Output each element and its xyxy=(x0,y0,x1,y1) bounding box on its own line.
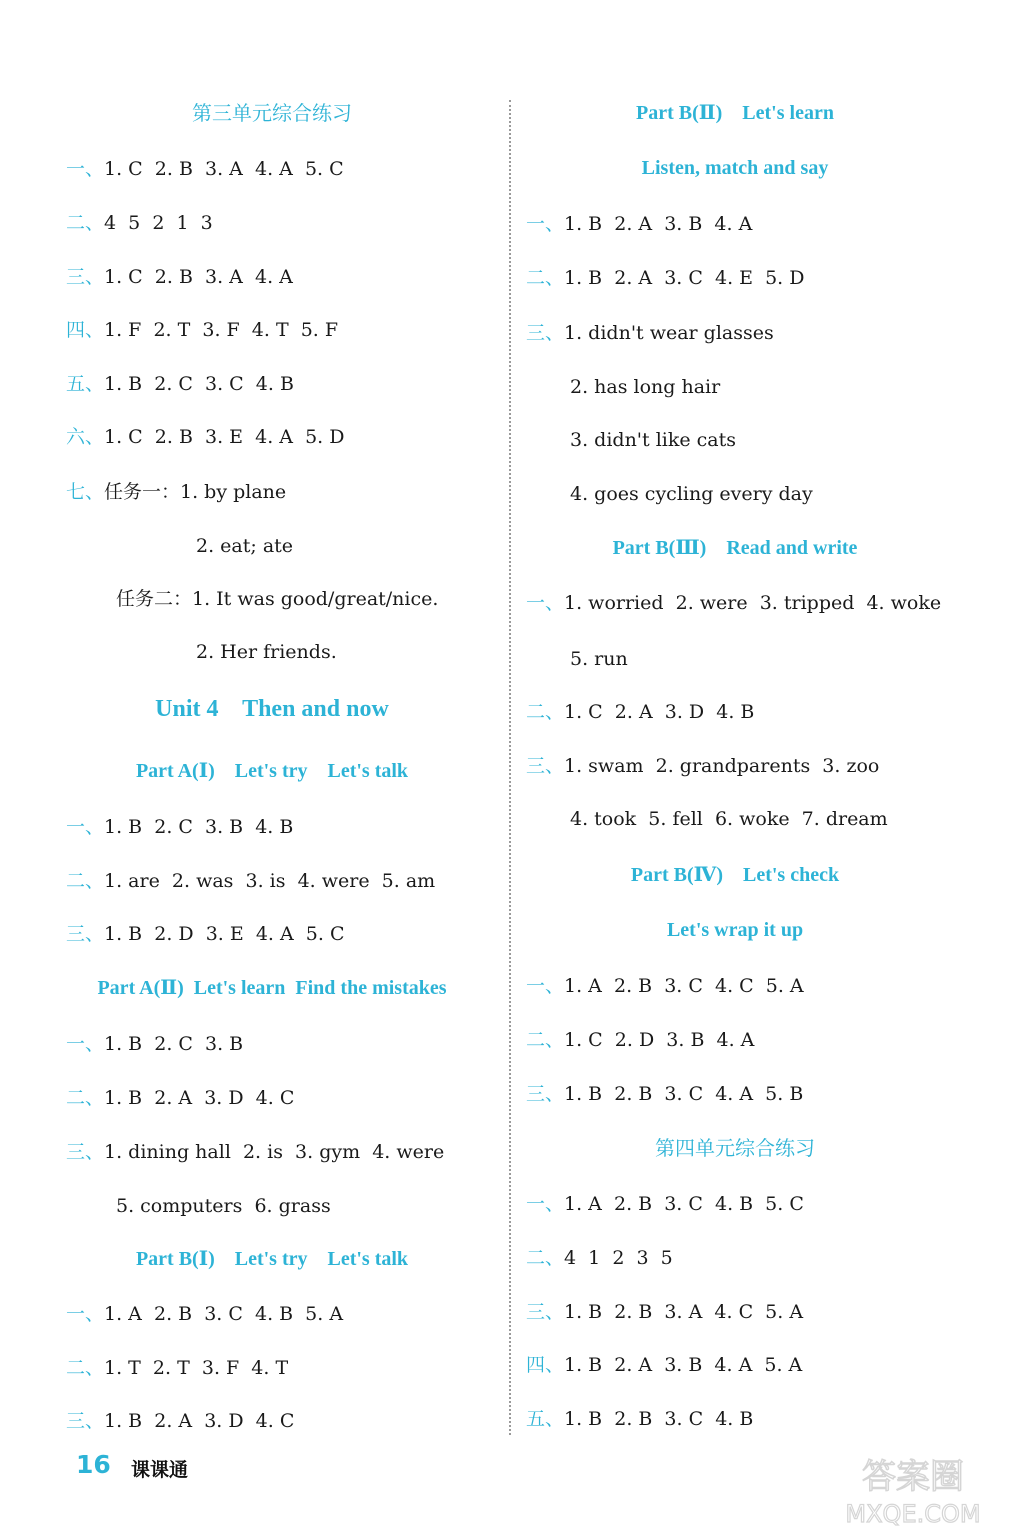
answer-line xyxy=(526,594,941,613)
brand-name: 课课通 xyxy=(131,1459,189,1481)
answer-text: 1. B 2. C 3. B 4. B xyxy=(104,816,294,838)
question-marker: 二、 xyxy=(66,212,105,234)
answer-text: 1. B 2. C 3. B xyxy=(104,1033,244,1055)
question-marker: 五、 xyxy=(66,373,105,395)
answer-line xyxy=(66,1143,444,1162)
answer-line xyxy=(526,324,774,343)
answer-text: 1. dining hall 2. is 3. gym 4. were xyxy=(104,1141,445,1163)
answer-text: 1. worried 2. were 3. tripped 4. woke xyxy=(564,592,942,614)
answer-text: 1. F 2. T 3. F 4. T 5. F xyxy=(104,319,339,341)
section-heading: Part B(Ⅰ) Let's try Let's talk xyxy=(135,1248,409,1270)
answer-line xyxy=(66,428,345,447)
answer-text: 1. are 2. was 3. is 4. were 5. am xyxy=(104,870,436,892)
answer-text: 4 1 2 3 5 xyxy=(564,1247,673,1269)
answer-line xyxy=(526,1031,754,1050)
question-marker: 一、 xyxy=(526,592,565,614)
answer-text: 1. B 2. A 3. B 4. A 5. A xyxy=(564,1354,803,1376)
question-marker: 三、 xyxy=(526,755,565,777)
answer-line xyxy=(66,925,345,944)
question-marker: 三、 xyxy=(526,322,565,344)
answer-text: 4. took 5. fell 6. woke 7. dream xyxy=(570,808,888,830)
answer-text: 1. T 2. T 3. F 4. T xyxy=(104,1357,289,1379)
answer-line xyxy=(526,1249,673,1268)
section-heading: Unit 4 Then and now xyxy=(155,696,389,722)
question-marker: 二、 xyxy=(526,267,565,289)
answer-line xyxy=(570,431,736,450)
answer-line xyxy=(66,268,293,287)
answer-line xyxy=(66,872,435,891)
question-marker: 一、 xyxy=(526,213,565,235)
answer-line xyxy=(66,1035,243,1054)
section-heading: Part A(Ⅱ) Let's learn Find the mistakes xyxy=(97,977,447,999)
answer-text: 1. B 2. A 3. D 4. C xyxy=(104,1410,295,1432)
answer-line xyxy=(196,537,293,556)
answer-line xyxy=(526,757,879,776)
answer-text: 任务二：1. It was good/great/nice. xyxy=(116,588,439,610)
watermark-line1: 答案圈 xyxy=(862,1457,964,1497)
question-marker: 一、 xyxy=(66,816,105,838)
section-heading: Part A(Ⅰ) Let's try Let's talk xyxy=(135,760,409,782)
question-marker: 三、 xyxy=(66,1141,105,1163)
answer-line xyxy=(526,269,805,288)
answer-line xyxy=(526,1356,802,1375)
answer-text: 1. B 2. B 3. C 4. B xyxy=(564,1408,754,1430)
answer-line xyxy=(66,1359,288,1378)
answer-text: 1. C 2. B 3. E 4. A 5. D xyxy=(104,426,345,448)
answer-text: 4 5 2 1 3 xyxy=(104,212,213,234)
question-marker: 三、 xyxy=(526,1083,565,1105)
question-marker: 四、 xyxy=(66,319,105,341)
answer-line xyxy=(116,590,438,609)
page-number: 16 xyxy=(76,1450,111,1479)
answer-text: 1. B 2. D 3. E 4. A 5. C xyxy=(104,923,345,945)
question-marker: 七、 xyxy=(66,481,105,503)
question-marker: 一、 xyxy=(66,1033,105,1055)
question-marker: 二、 xyxy=(66,1357,105,1379)
question-marker: 一、 xyxy=(66,1303,105,1325)
answer-text: 1. A 2. B 3. C 4. B 5. A xyxy=(104,1303,344,1325)
question-marker: 六、 xyxy=(66,426,105,448)
question-marker: 二、 xyxy=(66,1087,105,1109)
answer-text: 4. goes cycling every day xyxy=(570,483,813,505)
answer-line xyxy=(66,321,338,340)
answer-text: 2. eat; ate xyxy=(196,535,294,557)
answer-text: 1. A 2. B 3. C 4. C 5. A xyxy=(564,975,804,997)
answer-line xyxy=(66,160,344,179)
question-marker: 一、 xyxy=(66,158,105,180)
answer-text: 3. didn't like cats xyxy=(570,429,737,451)
answer-text: 1. B 2. A 3. D 4. C xyxy=(104,1087,295,1109)
question-marker: 三、 xyxy=(526,1301,565,1323)
answer-text: 1. B 2. A 3. C 4. E 5. D xyxy=(564,267,805,289)
answer-line xyxy=(66,1412,294,1431)
answer-line xyxy=(526,215,752,234)
question-marker: 二、 xyxy=(526,701,565,723)
answer-line xyxy=(526,1410,753,1429)
answer-line xyxy=(66,214,213,233)
question-marker: 一、 xyxy=(526,975,565,997)
answer-text: 1. B 2. C 3. C 4. B xyxy=(104,373,294,395)
answer-line xyxy=(526,703,754,722)
answer-text: 1. C 2. D 3. B 4. A xyxy=(564,1029,755,1051)
section-heading: Listen, match and say xyxy=(641,157,829,179)
question-marker: 五、 xyxy=(526,1408,565,1430)
answer-line xyxy=(66,375,294,394)
section-heading: 第四单元综合练习 xyxy=(655,1136,815,1160)
answer-text: 1. A 2. B 3. C 4. B 5. C xyxy=(564,1193,804,1215)
answer-text: 1. C 2. A 3. D 4. B xyxy=(564,701,755,723)
answer-line xyxy=(116,1197,331,1216)
column-divider xyxy=(509,100,511,1435)
answer-line xyxy=(570,650,628,669)
answer-text: 1. swam 2. grandparents 3. zoo xyxy=(564,755,880,777)
section-heading: Part B(Ⅱ) Let's learn xyxy=(636,102,834,124)
answer-line xyxy=(570,810,888,829)
section-heading: Let's wrap it up xyxy=(666,919,804,941)
answer-text: 1. B 2. B 3. C 4. A 5. B xyxy=(564,1083,804,1105)
answer-text: 1. C 2. B 3. A 4. A 5. C xyxy=(104,158,344,180)
question-marker: 三、 xyxy=(66,266,105,288)
answer-line xyxy=(66,483,286,502)
answer-text: 2. has long hair xyxy=(570,376,721,398)
answer-text: 1. B 2. A 3. B 4. A xyxy=(564,213,753,235)
question-marker: 二、 xyxy=(526,1029,565,1051)
answer-text: 1. C 2. B 3. A 4. A xyxy=(104,266,293,288)
section-heading: Part B(Ⅲ) Read and write xyxy=(612,537,858,559)
answer-line xyxy=(526,977,804,996)
answer-line xyxy=(526,1195,804,1214)
question-marker: 三、 xyxy=(66,1410,105,1432)
question-marker: 三、 xyxy=(66,923,105,945)
answer-text: 1. B 2. B 3. A 4. C 5. A xyxy=(564,1301,804,1323)
answer-text: 任务一：1. by plane xyxy=(104,481,287,503)
section-heading: 第三单元综合练习 xyxy=(192,101,352,125)
answer-line xyxy=(66,818,293,837)
answer-line xyxy=(526,1085,803,1104)
question-marker: 四、 xyxy=(526,1354,565,1376)
question-marker: 二、 xyxy=(66,870,105,892)
answer-text: 5. computers 6. grass xyxy=(116,1195,331,1217)
section-heading: Part B(Ⅳ) Let's check xyxy=(630,864,840,886)
answer-text: 2. Her friends. xyxy=(196,641,337,663)
answer-text: 1. didn't wear glasses xyxy=(564,322,774,344)
answer-line xyxy=(526,1303,803,1322)
answer-line xyxy=(66,1305,343,1324)
watermark-logo xyxy=(823,1450,1003,1530)
answer-line xyxy=(570,378,720,397)
question-marker: 一、 xyxy=(526,1193,565,1215)
question-marker: 二、 xyxy=(526,1247,565,1269)
answer-line xyxy=(66,1089,294,1108)
answer-text: 5. run xyxy=(570,648,628,670)
answer-line xyxy=(570,485,813,504)
answer-line xyxy=(196,643,337,662)
watermark-line2: MXQE.COM xyxy=(845,1500,981,1528)
